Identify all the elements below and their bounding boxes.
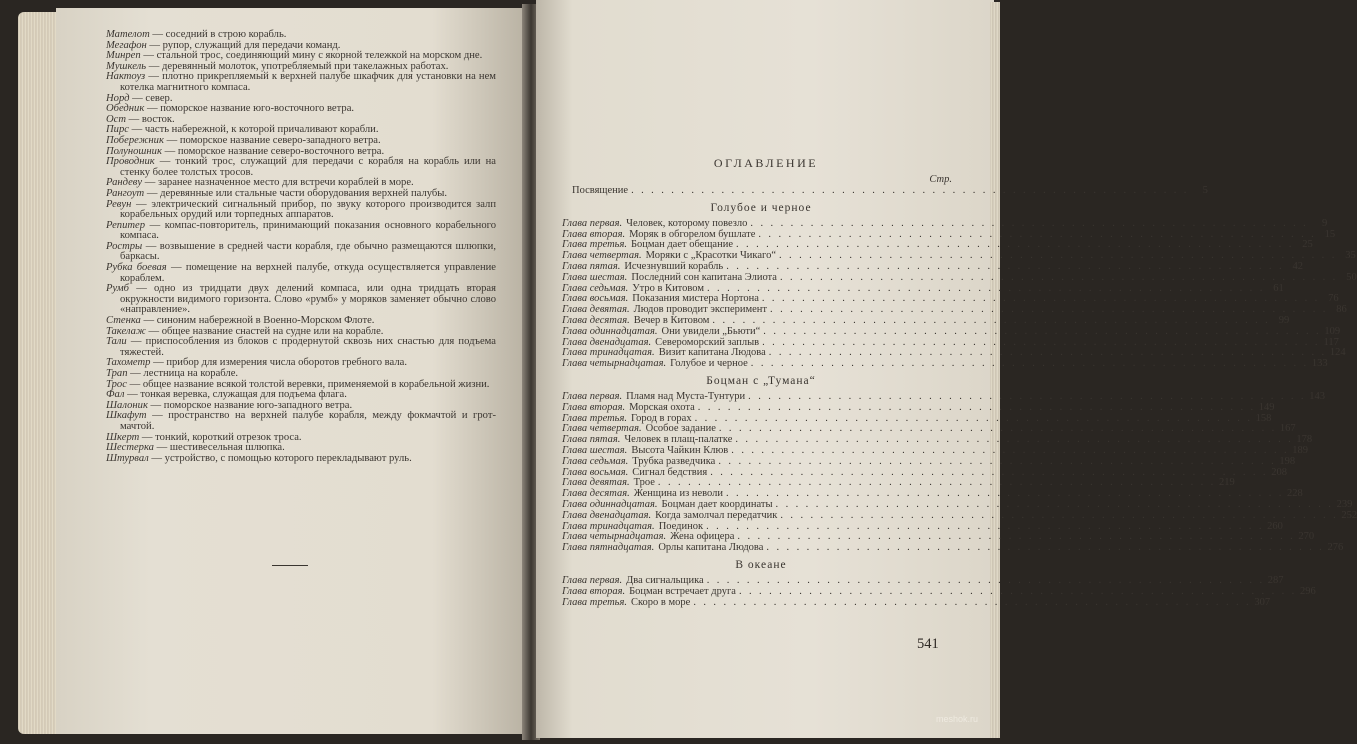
toc-chapter-row — [562, 509, 1357, 522]
chapter-label: Глава вторая. — [562, 228, 626, 240]
leader-dots: . . . . . . . . . . . . . . . . . . . . . . . . . . . . . . . . . . . . . . . . . . . . . . . . . . . . . . . . — [706, 574, 1265, 586]
chapter-title: Морская охота — [629, 401, 695, 413]
chapter-label: Глава шестая. — [562, 444, 628, 456]
chapter-label: Глава пятая. — [562, 260, 621, 272]
glossary-definition: — тонкий, короткий отрезок троса. — [139, 431, 302, 443]
glossary-term: Ревун — [106, 198, 132, 210]
glossary-term: Побережник — [106, 134, 164, 146]
chapter-label: Глава одиннадцатая. — [562, 325, 658, 337]
leader-dots: . . . . . . . . . . . . . . . . . . . . . . . . . . . . . . . . . . . . . . . . . . . . . . . . . . . . . . . . — [735, 434, 1294, 446]
glossary-entry — [106, 200, 496, 221]
leader-dots: . . . . . . . . . . . . . . . . . . . . . . . . . . . . . . . . . . . . . . . . . . . . . . . . . . . . . . . . — [775, 498, 1334, 510]
glossary-term: Мушкель — [106, 60, 147, 72]
leader-dots: . . . . . . . . . . . . . . . . . . . . . . . . . . . . . . . . . . . . . . . . . . . . . . . . . . . . . . . . — [718, 455, 1277, 467]
chapter-title: Высота Чайкин Клюв — [631, 444, 729, 456]
chapter-title: Моряки с „Красотки Чикаго“ — [645, 250, 776, 262]
chapter-title: Трубка разведчика — [632, 455, 716, 467]
glossary-definition: — устройство, с помощью которого перекладывают руль. — [148, 452, 412, 464]
chapter-title: Город в горах — [630, 412, 692, 424]
glossary-entry — [106, 72, 496, 93]
chapter-title: Когда замолчал передатчик — [655, 509, 778, 521]
chapter-label: Глава первая. — [562, 574, 623, 586]
chapter-label: Глава восьмая. — [562, 293, 629, 305]
glossary-term: Рангоут — [106, 187, 145, 199]
chapter-title: Исчезнувший корабль — [624, 260, 724, 272]
glossary-term: Рандеву — [106, 177, 143, 189]
chapter-title: Скоро в море — [630, 596, 691, 608]
leader-dots: . . . . . . . . . . . . . . . . . . . . . . . . . . . . . . . . . . . . . . . . . . . . . . . . . . . . . . . . — [750, 358, 1309, 370]
table-of-contents — [562, 156, 1357, 608]
glossary-entry — [106, 337, 496, 358]
glossary-term: Шкерт — [106, 431, 140, 443]
chapter-label: Глава четвертая. — [562, 250, 642, 262]
leader-dots: . . . . . . . . . . . . . . . . . . . . . . . . . . . . . . . . . . . . . . . . . . . . . . . . . . . . . . . . — [726, 260, 1284, 272]
leader-dots: . . . . . . . . . . . . . . . . . . . . . . . . . . . . . . . . . . . . . . . . . . . . . . . . . . . . . . . . — [758, 228, 1317, 240]
glossary-definition: — шестивесельная шлюпка. — [153, 442, 285, 454]
chapter-label: Глава седьмая. — [562, 455, 629, 467]
glossary-definition: — приспособления из блоков с продернутой сквозь них снастью для подъема тяжестей. — [120, 336, 496, 358]
glossary-definition: — восток. — [126, 113, 175, 125]
toc-chapter-row — [562, 217, 1328, 230]
glossary-term: Шкафут — [106, 410, 147, 422]
chapter-label: Глава тринадцатая. — [562, 520, 655, 532]
toc-part-title: Боцман с „Тумана“ — [706, 374, 816, 387]
glossary-entry — [106, 284, 496, 316]
chapter-page: 35 — [1345, 250, 1356, 262]
chapter-title: Жена офицера — [670, 531, 735, 543]
glossary-entry — [106, 263, 496, 284]
glossary-definition: — поморское название северо-западного ветра. — [163, 134, 381, 146]
chapter-title: Они увидели „Бьюти“ — [661, 325, 761, 337]
glossary-term: Штурвал — [106, 452, 149, 464]
leader-dots: . . . . . . . . . . . . . . . . . . . . . . . . . . . . . . . . . . . . . . . . . . . . . . . . . . . . . . . . — [710, 466, 1268, 478]
chapter-label: Глава девятая. — [562, 304, 630, 316]
glossary-term: Минреп — [106, 50, 141, 62]
glossary-entry — [106, 157, 496, 178]
glossary-definition: — стальной трос, соединяющий мину с якорной тележкой на морском дне. — [140, 50, 483, 62]
chapter-page: 228 — [1287, 488, 1303, 500]
chapter-title: Человек, которому повезло — [626, 217, 748, 229]
glossary-term: Нактоуз — [106, 71, 146, 83]
chapter-page: 149 — [1258, 401, 1275, 413]
chapter-page: 252 — [1341, 509, 1357, 521]
leader-dots: . . . . . . . . . . . . . . . . . . . . . . . . . . . . . . . . . . . . . . . . . . . . . . . . . . . . . . . . — [631, 185, 1189, 196]
leader-dots: . . . . . . . . . . . . . . . . . . . . . . . . . . . . . . . . . . . . . . . . . . . . . . . . . . . . . . . . — [697, 401, 1256, 413]
leader-dots: . . . . . . . . . . . . . . . . . . . . . . . . . . . . . . . . . . . . . . . . . . . . . . . . . . . . . . . . — [748, 390, 1306, 402]
leader-dots: . . . . . . . . . . . . . . . . . . . . . . . . . . . . . . . . . . . . . . . . . . . . . . . . . . . . . . . . — [706, 520, 1264, 532]
glossary-term: Трос — [106, 378, 127, 390]
glossary-term: Мателот — [106, 29, 150, 40]
page-column-label: Стр. — [929, 174, 952, 185]
chapter-page: 287 — [1267, 574, 1284, 586]
chapter-label: Глава третья. — [562, 239, 627, 251]
chapter-title: Орлы капитана Людова — [658, 542, 764, 554]
toc-chapter-row — [562, 358, 1328, 370]
chapter-page: 42 — [1292, 260, 1303, 272]
leader-dots: . . . . . . . . . . . . . . . . . . . . . . . . . . . . . . . . . . . . . . . . . . . . . . . . . . . . . . . . — [735, 239, 1294, 251]
glossary-term: Норд — [106, 92, 130, 104]
leader-dots: . . . . . . . . . . . . . . . . . . . . . . . . . . . . . . . . . . . . . . . . . . . . . . . . . . . . . . . . — [761, 293, 1320, 305]
glossary-definition: — общее название снастей на судне или на корабле. — [145, 325, 384, 337]
page-number: 541 — [917, 636, 939, 652]
leader-dots: . . . . . . . . . . . . . . . . . . . . . . . . . . . . . . . . . . . . . . . . . . . . . . . . . . . . . . . . — [726, 488, 1284, 500]
chapter-page: 307 — [1254, 596, 1271, 608]
glossary-definition: — поморское название юго-западного ветра. — [147, 399, 353, 411]
chapter-label: Глава одиннадцатая. — [562, 498, 658, 510]
glossary-definition: — поморское название северо-восточного ветра. — [161, 145, 385, 157]
toc-chapter-row — [562, 585, 1316, 598]
chapter-page: 61 — [1273, 282, 1284, 294]
toc-part-title: Голубое и черное — [710, 201, 812, 214]
chapter-page: 178 — [1296, 434, 1313, 446]
leader-dots: . . . . . . . . . . . . . . . . . . . . . . . . . . . . . . . . . . . . . . . . . . . . . . . . . . . . . . . . — [762, 336, 1320, 348]
chapter-label: Глава четырнадцатая. — [562, 531, 667, 543]
glossary-term: Трап — [106, 368, 128, 379]
chapter-label: Глава девятая. — [562, 477, 630, 489]
glossary-term: Обедник — [106, 103, 145, 115]
glossary-definition: — часть набережной, к которой причаливают корабли. — [128, 124, 379, 136]
chapter-label: Глава тринадцатая. — [562, 347, 655, 359]
chapter-page: 76 — [1328, 293, 1339, 305]
glossary-term: Шестерка — [106, 442, 154, 454]
leader-dots: . . . . . . . . . . . . . . . . . . . . . . . . . . . . . . . . . . . . . . . . . . . . . . . . . . . . . . . . — [694, 412, 1253, 424]
chapter-page: 25 — [1302, 239, 1313, 251]
chapter-page: 158 — [1255, 412, 1272, 424]
leader-dots: . . . . . . . . . . . . . . . . . . . . . . . . . . . . . . . . . . . . . . . . . . . . . . . . . . . . . . . . — [706, 282, 1265, 294]
toc-chapter-row — [562, 401, 1275, 414]
chapter-label: Глава пятнадцатая. — [562, 542, 655, 554]
chapter-label: Глава первая. — [562, 390, 623, 402]
toc-chapter-row — [562, 596, 1271, 609]
leader-dots: . . . . . . . . . . . . . . . . . . . . . . . . . . . . . . . . . . . . . . . . . . . . . . . . . . . . . . . . — [657, 477, 1216, 489]
leader-dots: . . . . . . . . . . . . . . . . . . . . . . . . . . . . . . . . . . . . . . . . . . . . . . . . . . . . . . . . — [693, 596, 1252, 608]
glossary-definition: — прибор для измерения числа оборотов гребного вала. — [150, 357, 407, 369]
glossary-term: Репитер — [106, 219, 146, 231]
glossary-definition: — одно из тридцати двух делений компаса, или одна тридцать вторая окружности видимого горизонта. Слово «румб» у моряков заменяет обычно слово «направление». — [120, 283, 496, 316]
chapter-label: Глава вторая. — [562, 401, 626, 413]
leader-dots: . . . . . . . . . . . . . . . . . . . . . . . . . . . . . . . . . . . . . . . . . . . . . . . . . . . . . . . . — [778, 250, 1337, 262]
chapter-page: 219 — [1218, 477, 1235, 489]
glossary-definition: — заранее назначенное место для встречи кораблей в море. — [142, 177, 414, 189]
glossary-term: Тахометр — [106, 357, 151, 369]
chapter-label: Глава четырнадцатая. — [562, 358, 667, 370]
chapter-title: Боцман дает координаты — [661, 498, 773, 510]
glossary-definition: — рупор, служащий для передачи команд. — [146, 39, 341, 51]
glossary-entry — [106, 454, 496, 465]
glossary-term: Полуношник — [106, 145, 162, 157]
glossary-definition: — электрический сигнальный прибор, по звуку которого производится залп корабельных орудий или торпедных аппаратов. — [120, 198, 496, 221]
leader-dots: . . . . . . . . . . . . . . . . . . . . . . . . . . . . . . . . . . . . . . . . . . . . . . . . . . . . . . . . — [718, 423, 1277, 435]
glossary-term: Тали — [106, 336, 127, 348]
chapter-title: Вечер в Китовом — [633, 314, 710, 326]
leader-dots: . . . . . . . . . . . . . . . . . . . . . . . . . . . . . . . . . . . . . . . . . . . . . . . . . . . . . . . . — [737, 531, 1296, 543]
leader-dots: . . . . . . . . . . . . . . . . . . . . . . . . . . . . . . . . . . . . . . . . . . . . . . . . . . . . . . . . — [780, 509, 1339, 521]
chapter-label: Глава двенадцатая. — [562, 509, 652, 521]
chapter-page: 117 — [1323, 336, 1339, 348]
glossary-definition: — синоним набережной в Военно-Морском Флоте. — [140, 315, 375, 327]
chapter-page: 9 — [1321, 217, 1328, 229]
chapter-title: Боцман встречает друга — [629, 585, 736, 597]
dedication-page: 5 — [1202, 185, 1208, 196]
chapter-page: 109 — [1324, 325, 1341, 337]
chapter-page: 208 — [1271, 466, 1287, 478]
chapter-title: Голубое и черное — [670, 358, 748, 370]
chapter-title: Особое задание — [645, 423, 716, 435]
leader-dots: . . . . . . . . . . . . . . . . . . . . . . . . . . . . . . . . . . . . . . . . . . . . . . . . . . . . . . . . — [768, 347, 1327, 359]
toc-title: ОГЛАВЛЕНИЕ — [713, 156, 819, 170]
leader-dots: . . . . . . . . . . . . . . . . . . . . . . . . . . . . . . . . . . . . . . . . . . . . . . . . . . . . . . . . — [766, 542, 1325, 554]
toc-chapter-row — [562, 542, 1344, 554]
chapter-page: 86 — [1336, 304, 1347, 316]
chapter-label: Глава четвертая. — [562, 423, 642, 435]
chapter-title: Трое — [633, 477, 655, 489]
glossary-entry — [106, 411, 496, 432]
glossary-definition: — возвышение в средней части корабля, где обычно размещаются шлюпки, баркасы. — [120, 240, 496, 263]
chapter-label: Глава восьмая. — [562, 466, 629, 478]
leader-dots: . . . . . . . . . . . . . . . . . . . . . . . . . . . . . . . . . . . . . . . . . . . . . . . . . . . . . . . . — [770, 304, 1328, 316]
chapter-label: Глава третья. — [562, 412, 627, 424]
end-rule — [272, 565, 308, 566]
watermark: meshok.ru — [936, 714, 979, 724]
chapter-title: Боцман дает обещание — [630, 239, 733, 251]
glossary-definition: — компас-повторитель, принимающий показания основного корабельного компаса. — [120, 219, 496, 242]
glossary-definition: — север. — [129, 92, 173, 104]
glossary-term: Рубка боевая — [106, 262, 167, 274]
chapter-label: Глава третья. — [562, 596, 627, 608]
leader-dots: . . . . . . . . . . . . . . . . . . . . . . . . . . . . . . . . . . . . . . . . . . . . . . . . . . . . . . . . — [750, 217, 1309, 229]
glossary-term: Фал — [106, 389, 125, 401]
glossary-definition: — помещение на верхней палубе, откуда осуществляется управление кораблем. — [120, 262, 496, 284]
toc-chapter-row — [562, 271, 1357, 284]
chapter-title: Показания мистера Нортона — [632, 293, 759, 305]
chapter-title: Сигнал бедствия — [632, 466, 708, 478]
chapter-page: 143 — [1309, 390, 1325, 402]
glossary-term: Ост — [106, 113, 127, 125]
chapter-title: Два сигнальщика — [626, 574, 704, 586]
glossary-term: Проводник — [106, 156, 155, 168]
toc-parts — [562, 197, 1357, 609]
chapter-page: 15 — [1324, 228, 1336, 240]
toc-chapter-row — [562, 455, 1296, 468]
chapter-page: 189 — [1292, 444, 1309, 456]
chapter-page: 276 — [1327, 542, 1344, 554]
chapter-page: 133 — [1311, 358, 1328, 370]
leader-dots: . . . . . . . . . . . . . . . . . . . . . . . . . . . . . . . . . . . . . . . . . . . . . . . . . . . . . . . . — [738, 585, 1297, 597]
chapter-title: Утро в Китовом — [632, 282, 704, 294]
chapter-title: Последний сон капитана Элиота — [631, 271, 777, 283]
dedication-title: Посвящение — [572, 185, 629, 196]
chapter-page: 198 — [1279, 455, 1296, 467]
glossary-term: Такелаж — [106, 325, 146, 337]
glossary-definition: — поморское название юго-восточного ветра. — [144, 103, 355, 115]
chapter-page: 296 — [1299, 585, 1316, 597]
glossary-term: Мегафон — [106, 39, 147, 51]
chapter-label: Глава десятая. — [562, 488, 630, 500]
chapter-page: 124 — [1329, 347, 1346, 359]
chapter-title: Поединок — [658, 520, 704, 532]
chapter-title: Североморский заплыв — [655, 336, 760, 348]
glossary-definition: — общее название всякой толстой веревки, применяемой в корабельной жизни. — [126, 378, 490, 390]
glossary — [106, 30, 496, 464]
chapter-page: 239 — [1336, 498, 1353, 510]
glossary-definition: — лестница на корабле. — [127, 368, 239, 379]
glossary-definition: — деревянный молоток, употребляемый при такелажных работах. — [146, 60, 449, 72]
chapter-label: Глава шестая. — [562, 271, 628, 283]
chapter-label: Глава двенадцатая. — [562, 336, 652, 348]
glossary-term: Стенка — [106, 315, 141, 327]
glossary-term: Пирс — [106, 124, 129, 136]
glossary-term: Румб — [106, 283, 129, 295]
chapter-title: Визит капитана Людова — [658, 347, 766, 359]
chapter-page: 50 — [1346, 271, 1357, 283]
chapter-label: Глава седьмая. — [562, 282, 629, 294]
chapter-title: Пламя над Муста-Тунтури — [626, 390, 746, 402]
leader-dots: . . . . . . . . . . . . . . . . . . . . . . . . . . . . . . . . . . . . . . . . . . . . . . . . . . . . . . . . — [779, 271, 1338, 283]
glossary-definition: — тонкая веревка, служащая для подъема флага. — [124, 389, 347, 401]
chapter-title: Человек в плащ-палатке — [624, 434, 733, 446]
chapter-label: Глава пятая. — [562, 434, 621, 446]
toc-dedication — [562, 185, 1208, 197]
page-edges-right — [990, 2, 1000, 738]
glossary-term: Ростры — [106, 240, 143, 252]
toc-chapter-row — [562, 325, 1341, 338]
glossary-entry — [106, 221, 496, 242]
chapter-label: Глава первая. — [562, 217, 623, 229]
glossary-definition: — деревянные или стальные части оборудования верхней палубы. — [144, 187, 448, 199]
chapter-page: 270 — [1298, 531, 1315, 543]
leader-dots: . . . . . . . . . . . . . . . . . . . . . . . . . . . . . . . . . . . . . . . . . . . . . . . . . . . . . . . . — [763, 325, 1322, 337]
glossary-term: Шалоник — [106, 399, 148, 411]
chapter-label: Глава десятая. — [562, 314, 630, 326]
chapter-page: 260 — [1267, 520, 1283, 532]
leader-dots: . . . . . . . . . . . . . . . . . . . . . . . . . . . . . . . . . . . . . . . . . . . . . . . . . . . . . . . . — [712, 314, 1271, 326]
glossary-definition: — соседний в строю корабль. — [149, 29, 287, 40]
glossary-entry — [106, 242, 496, 263]
glossary-definition: — плотно прикрепляемый к верхней палубе шкафчик для установки на нем котелка магнитного компаса. — [120, 71, 496, 93]
leader-dots: . . . . . . . . . . . . . . . . . . . . . . . . . . . . . . . . . . . . . . . . . . . . . . . . . . . . . . . . — [731, 444, 1290, 456]
glossary-definition: — пространство на верхней палубе корабля, между фокмачтой и грот-мачтой. — [120, 410, 496, 432]
chapter-title: Моряк в обгорелом бушлате — [629, 228, 756, 240]
chapter-page: 167 — [1279, 423, 1296, 435]
chapter-title: Женщина из неволи — [633, 488, 723, 500]
glossary-definition: — тонкий трос, служащий для передачи с корабля на корабль или на стенку более толстых тросов. — [120, 156, 496, 178]
chapter-label: Глава вторая. — [562, 585, 626, 597]
toc-part-title: В океане — [735, 558, 787, 571]
chapter-title: Людов проводит эксперимент — [633, 304, 768, 316]
chapter-page: 99 — [1278, 314, 1290, 326]
